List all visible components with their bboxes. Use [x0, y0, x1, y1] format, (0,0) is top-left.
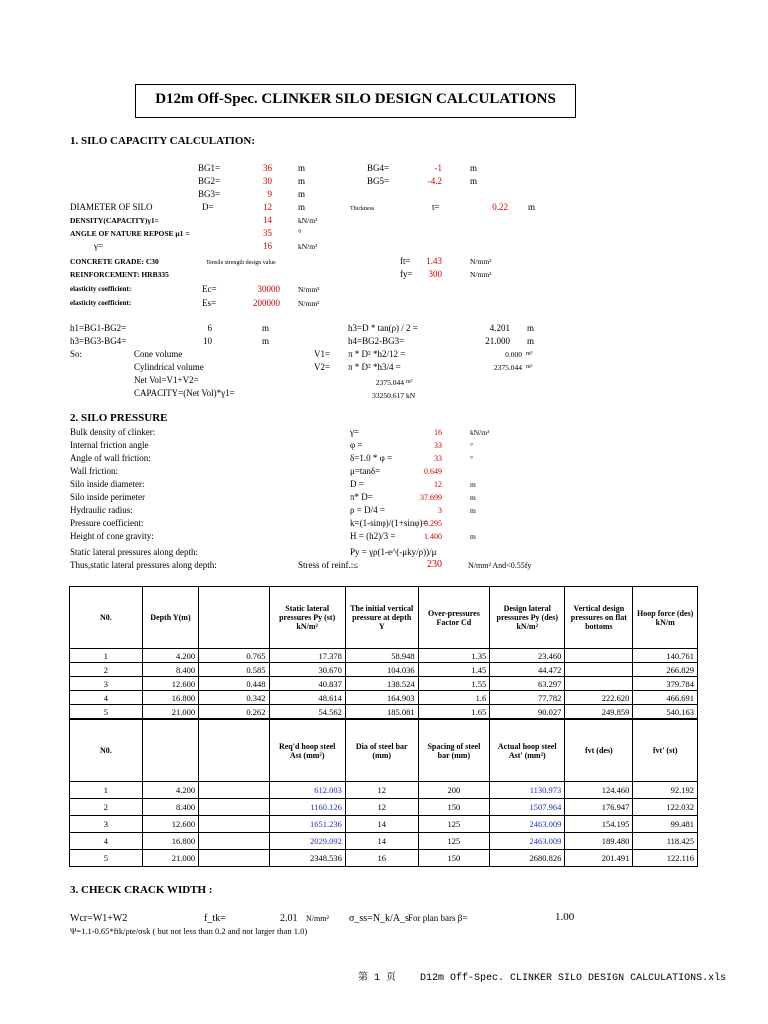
diameter-label: DIAMETER OF SILO	[70, 202, 153, 212]
table-cell: 16.800	[142, 833, 198, 850]
column-header: Spacing of steel bar (mm)	[418, 720, 490, 782]
column-header: N0.	[70, 720, 143, 782]
table-cell: 1.55	[418, 677, 490, 691]
ft-value: 1.43	[426, 256, 442, 266]
netvol-unit: m³	[406, 379, 413, 385]
density-unit: kN/m³	[298, 216, 318, 225]
table-cell	[199, 833, 269, 850]
pressure-table	[69, 586, 698, 719]
static-formula: Py = γρ(1-e^(-μky/ρ))/μ	[350, 547, 437, 557]
column-header	[199, 720, 269, 782]
pressure-param-unit: °	[470, 441, 473, 450]
thickness-sym: t=	[432, 202, 440, 212]
table-row	[70, 663, 698, 677]
table-cell: 150	[418, 799, 490, 816]
page-footer	[358, 968, 726, 984]
table-cell: 379.784	[633, 677, 698, 691]
table-row	[70, 649, 698, 663]
pressure-param-sym: k=(1-sinφ)/(1+sinφ)=	[350, 518, 428, 528]
table-cell: 2463.009	[490, 833, 565, 850]
bg5-label: BG5=	[367, 176, 390, 186]
capacity-value: 33250.617	[372, 391, 404, 400]
pressure-param-unit: m	[470, 506, 476, 515]
fy-unit: N/mm²	[470, 270, 492, 279]
bg1-label: BG1=	[198, 163, 221, 173]
pressure-param-label: Angle of wall friction:	[70, 453, 151, 463]
table-cell: 466.691	[633, 691, 698, 705]
pressure-param-sym: δ=1.0 * φ =	[350, 453, 393, 463]
table-cell	[199, 799, 269, 816]
pressure-param-sym: ρ = D/4 =	[350, 505, 385, 515]
table-cell: 154.195	[565, 816, 633, 833]
ftk-unit: N/mm²	[306, 914, 329, 923]
table-cell: 201.491	[565, 850, 633, 867]
h3-unit: m	[262, 336, 270, 346]
wcr-label: Wcr=W1+W2	[70, 913, 128, 924]
table-cell: 0.342	[199, 691, 269, 705]
table-cell: 540.163	[633, 705, 698, 719]
h3-label: h3=BG3-BG4=	[70, 336, 127, 346]
pressure-param-sym: H = (h2)/3 =	[350, 531, 396, 541]
pressure-param-value: 1.400	[424, 532, 442, 541]
diameter-value: 12	[263, 202, 272, 212]
es-label: elasticity coefficient:	[70, 299, 132, 307]
table-cell: 99.481	[633, 816, 698, 833]
table-cell	[199, 816, 269, 833]
table-cell: 12.600	[142, 816, 198, 833]
table-cell: 1.6	[418, 691, 490, 705]
h1-label: h1=BG1-BG2=	[70, 323, 127, 333]
table-cell: 23.460	[490, 649, 565, 663]
column-header	[142, 720, 198, 782]
ec-unit: N/mm²	[298, 285, 320, 294]
tensile-label: Tensile strength design value	[206, 260, 276, 266]
table-cell: 77.782	[490, 691, 565, 705]
column-header: Hoop force (des) kN/m	[633, 587, 698, 649]
table-cell: 1507.964	[490, 799, 565, 816]
pressure-param-value: 0.295	[424, 519, 442, 528]
repose-unit: °	[298, 228, 302, 238]
bg2-value: 30	[263, 176, 272, 186]
table-cell: 2680.826	[490, 850, 565, 867]
column-header	[199, 587, 269, 649]
stress-value: 230	[427, 559, 442, 570]
h2-value: 4.201	[489, 323, 510, 333]
table-cell: 189.480	[565, 833, 633, 850]
fy-value: 300	[428, 269, 442, 279]
so-label: So:	[70, 349, 83, 359]
pressure-param-sym: μ=tanδ=	[350, 466, 381, 476]
table-cell: 4	[70, 833, 143, 850]
table-cell: 30.670	[269, 663, 345, 677]
pressure-param-unit: kN/m³	[470, 428, 490, 437]
bg3-unit: m	[298, 189, 306, 199]
ftk-value: 2.01	[280, 913, 298, 924]
h4-label: h4=BG2-BG3=	[348, 336, 405, 346]
column-header: The initial vertical pressure at depth Y	[345, 587, 418, 649]
table-cell: 1651.236	[269, 816, 345, 833]
h4-value: 21.000	[485, 336, 510, 346]
table-row	[70, 782, 698, 799]
hoop-steel-table	[69, 719, 698, 867]
column-header: Dia of steel bar (mm)	[345, 720, 418, 782]
column-header: Req'd hoop steel Ast (mm²)	[269, 720, 345, 782]
bg3-label: BG3=	[198, 189, 221, 199]
table-cell: 185.081	[345, 705, 418, 719]
table-cell: 12	[345, 782, 418, 799]
bg2-label: BG2=	[198, 176, 221, 186]
diameter-sym: D=	[202, 202, 214, 212]
table-cell: 3	[70, 816, 143, 833]
v1-value: 0.000	[505, 350, 522, 359]
ec-label: elasticity coefficient:	[70, 285, 132, 293]
table-cell: 1.45	[418, 663, 490, 677]
section1-heading: 1. SILO CAPACITY CALCULATION:	[70, 135, 255, 147]
section2-heading: 2. SILO PRESSURE	[70, 412, 168, 424]
h2-unit: m	[527, 323, 535, 333]
v1-formula: π * D² *h2/12 =	[348, 349, 406, 359]
pressure-param-sym: π* D=	[350, 492, 373, 502]
stress-unit: N/mm² And<0.55fy	[468, 561, 532, 570]
page-number: 第 1 页	[358, 973, 397, 984]
es-sym: Es=	[202, 298, 217, 308]
pressure-param-value: 3	[438, 506, 442, 515]
pressure-param-label: Height of cone gravity:	[70, 531, 154, 541]
table-cell: 40.837	[269, 677, 345, 691]
beta-value: 1.00	[555, 911, 575, 923]
ft-label: ft=	[400, 256, 411, 266]
v1-label: V1=	[314, 349, 331, 359]
es-value: 200000	[253, 298, 280, 308]
table-cell: 2348.536	[269, 850, 345, 867]
table-row	[70, 850, 698, 867]
capacity-unit: kN	[406, 391, 416, 400]
ftk-label: f_tk=	[204, 913, 226, 924]
table-cell: 125	[418, 833, 490, 850]
table-cell: 4.200	[142, 782, 198, 799]
pressure-param-label: Wall friction:	[70, 466, 119, 476]
table-row	[70, 833, 698, 850]
pressure-param-sym: φ =	[350, 440, 363, 450]
pressure-param-value: 33	[434, 454, 442, 463]
table-cell	[565, 649, 633, 663]
sigma-label: σ_ss=N_k/A_s	[349, 913, 409, 924]
table-cell: 5	[70, 705, 143, 719]
page-title: D12m Off-Spec. CLINKER SILO DESIGN CALCULATIONS	[155, 91, 556, 107]
thus-label: Thus,static lateral pressures along depth:	[70, 560, 217, 570]
table-cell: 0.585	[199, 663, 269, 677]
column-header: Static lateral pressures Py (st) kN/m²	[269, 587, 345, 649]
bg1-value: 36	[263, 163, 272, 173]
table-cell: 12	[345, 799, 418, 816]
v1-unit: m³	[526, 351, 533, 357]
table-cell: 48.614	[269, 691, 345, 705]
bg2-unit: m	[298, 176, 306, 186]
table-cell: 118.425	[633, 833, 698, 850]
thickness-unit: m	[528, 202, 536, 212]
table-cell: 222.620	[565, 691, 633, 705]
stress-label: Stress of reinf.:≤	[298, 560, 359, 570]
pressure-param-unit: m	[470, 493, 476, 502]
table-cell: 4	[70, 691, 143, 705]
table-cell: 16.800	[142, 691, 198, 705]
ec-sym: Ec=	[202, 284, 217, 294]
table-cell: 0.262	[199, 705, 269, 719]
v2-label: V2=	[314, 362, 331, 372]
netvol-value: 2375.044	[375, 378, 404, 387]
diameter-unit: m	[298, 202, 306, 212]
h1-value: 6	[207, 323, 212, 333]
pressure-param-value: 33	[434, 441, 442, 450]
table-cell: 122.032	[633, 799, 698, 816]
capacity-label: CAPACITY=(Net Vol)*γ1=	[134, 388, 235, 398]
table-header-row	[70, 720, 698, 782]
h2-label: h3=D * tan(ρ) / 2 =	[348, 323, 418, 333]
table-cell: 1	[70, 782, 143, 799]
table-cell: 1160.126	[269, 799, 345, 816]
column-header: fvt' (st)	[633, 720, 698, 782]
pressure-param-value: 37.699	[420, 493, 442, 502]
column-header: Design lateral pressures Py (des) kN/m²	[490, 587, 565, 649]
table-row	[70, 705, 698, 719]
pressure-param-value: 12	[434, 480, 442, 489]
v2-unit: m³	[526, 364, 533, 370]
h4-unit: m	[527, 336, 535, 346]
table-cell: 58.948	[345, 649, 418, 663]
table-cell: 176.947	[565, 799, 633, 816]
table-cell: 92.192	[633, 782, 698, 799]
table-cell	[199, 850, 269, 867]
table-header-row	[70, 587, 698, 649]
table-cell: 140.761	[633, 649, 698, 663]
ec-value: 30000	[257, 284, 280, 294]
fy-label: fy=	[400, 269, 413, 279]
pressure-param-label: Hydraulic radius:	[70, 505, 133, 515]
table-row	[70, 816, 698, 833]
table-cell: 12.600	[142, 677, 198, 691]
table-cell: 0.765	[199, 649, 269, 663]
table-cell: 0.448	[199, 677, 269, 691]
column-header: Depth Y(m)	[142, 587, 198, 649]
column-header: Vertical design pressures on flat bottoms	[565, 587, 633, 649]
pressure-param-unit: m	[470, 532, 476, 541]
netvol-label: Net Vol=V1+V2=	[134, 375, 199, 385]
table-cell	[565, 677, 633, 691]
gamma-label: γ=	[94, 241, 104, 251]
section3-heading: 3. CHECK CRACK WIDTH :	[70, 884, 213, 896]
table-cell: 54.562	[269, 705, 345, 719]
table-row	[70, 691, 698, 705]
table-cell: 21.000	[142, 705, 198, 719]
bg1-unit: m	[298, 163, 306, 173]
v2-value: 2375.044	[493, 363, 522, 372]
table-cell: 44.472	[490, 663, 565, 677]
table-cell: 125	[418, 816, 490, 833]
table-cell: 124.460	[565, 782, 633, 799]
pressure-param-sym: D =	[350, 479, 364, 489]
table-cell: 150	[418, 850, 490, 867]
h3-value: 10	[203, 336, 212, 346]
table-row	[70, 677, 698, 691]
repose-label: ANGLE OF NATURE REPOSE μ1 =	[70, 229, 190, 238]
table-cell: 14	[345, 833, 418, 850]
bg4-unit: m	[470, 163, 478, 173]
bg4-value: -1	[434, 163, 442, 173]
table-row	[70, 799, 698, 816]
pressure-param-label: Internal friction angle	[70, 440, 149, 450]
table-cell: 63.297	[490, 677, 565, 691]
table-cell	[199, 782, 269, 799]
pressure-param-unit: °	[470, 454, 473, 463]
table-cell	[565, 663, 633, 677]
table-cell: 8.400	[142, 663, 198, 677]
pressure-param-unit: m	[470, 480, 476, 489]
table-cell: 2029.092	[269, 833, 345, 850]
table-cell: 1.35	[418, 649, 490, 663]
table-cell: 1.65	[418, 705, 490, 719]
bg5-value: -4.2	[427, 176, 442, 186]
table-cell: 612.003	[269, 782, 345, 799]
reinf-label: REINFORCEMENT: HRB335	[70, 270, 169, 279]
pressure-param-label: Pressure coefficient:	[70, 518, 144, 528]
table-cell: 4.200	[142, 649, 198, 663]
column-header: Actual hoop steel Ast' (mm²)	[490, 720, 565, 782]
table-cell: 21.000	[142, 850, 198, 867]
pressure-param-label: Silo inside diameter:	[70, 479, 145, 489]
bg4-label: BG4=	[367, 163, 390, 173]
repose-value: 35	[263, 228, 272, 238]
cyl-label: Cylindrical volume	[134, 362, 204, 372]
bg3-value: 9	[267, 189, 272, 199]
v2-formula: π * D² *h3/4 =	[348, 362, 401, 372]
beta-label: For plan bars β=	[408, 913, 468, 923]
table-cell: 2	[70, 663, 143, 677]
table-cell: 249.859	[565, 705, 633, 719]
title-box	[135, 84, 576, 118]
table-cell: 200	[418, 782, 490, 799]
table-cell: 5	[70, 850, 143, 867]
pressure-param-value: 0.649	[424, 467, 442, 476]
table-cell: 1	[70, 649, 143, 663]
table-cell: 104.036	[345, 663, 418, 677]
gamma-unit: kN/m³	[298, 242, 318, 251]
table-cell: 266.829	[633, 663, 698, 677]
pressure-param-label: Silo inside perimeter	[70, 492, 145, 502]
bg5-unit: m	[470, 176, 478, 186]
table-cell: 2463.009	[490, 816, 565, 833]
gamma-value: 16	[263, 241, 272, 251]
static-label: Static lateral pressures along depth:	[70, 547, 198, 557]
column-header: fvt (des)	[565, 720, 633, 782]
psi-line: Ψ=1.1-0.65*ftk/ρte/σsk ( but not less than 0.2 and not larger than 1.0)	[70, 926, 308, 936]
pressure-param-sym: γ=	[350, 427, 360, 437]
table-cell: 122.116	[633, 850, 698, 867]
table-cell: 164.903	[345, 691, 418, 705]
table-cell: 2	[70, 799, 143, 816]
table-cell: 8.400	[142, 799, 198, 816]
cone-label: Cone volume	[134, 349, 183, 359]
table-cell: 138.524	[345, 677, 418, 691]
table-cell: 90.027	[490, 705, 565, 719]
concrete-label: CONCRETE GRADE: C30	[70, 257, 159, 266]
table-cell: 3	[70, 677, 143, 691]
thickness-label: Thickness	[350, 206, 375, 212]
column-header: N0.	[70, 587, 143, 649]
table-cell: 14	[345, 816, 418, 833]
table-cell: 17.378	[269, 649, 345, 663]
pressure-param-value: 16	[434, 428, 442, 437]
thickness-value: 0.22	[492, 202, 508, 212]
table-cell: 16	[345, 850, 418, 867]
pressure-param-label: Bulk density of clinker:	[70, 427, 156, 437]
ft-unit: N/mm²	[470, 257, 492, 266]
h1-unit: m	[262, 323, 270, 333]
density-value: 14	[263, 215, 272, 225]
file-name: D12m Off-Spec. CLINKER SILO DESIGN CALCULATIONS.xls	[420, 973, 727, 984]
column-header: Over-pressures Factor Cd	[418, 587, 490, 649]
density-label: DENSITY(CAPACITY)γ1=	[70, 216, 159, 225]
table-cell: 1130.973	[490, 782, 565, 799]
es-unit: N/mm²	[298, 299, 320, 308]
